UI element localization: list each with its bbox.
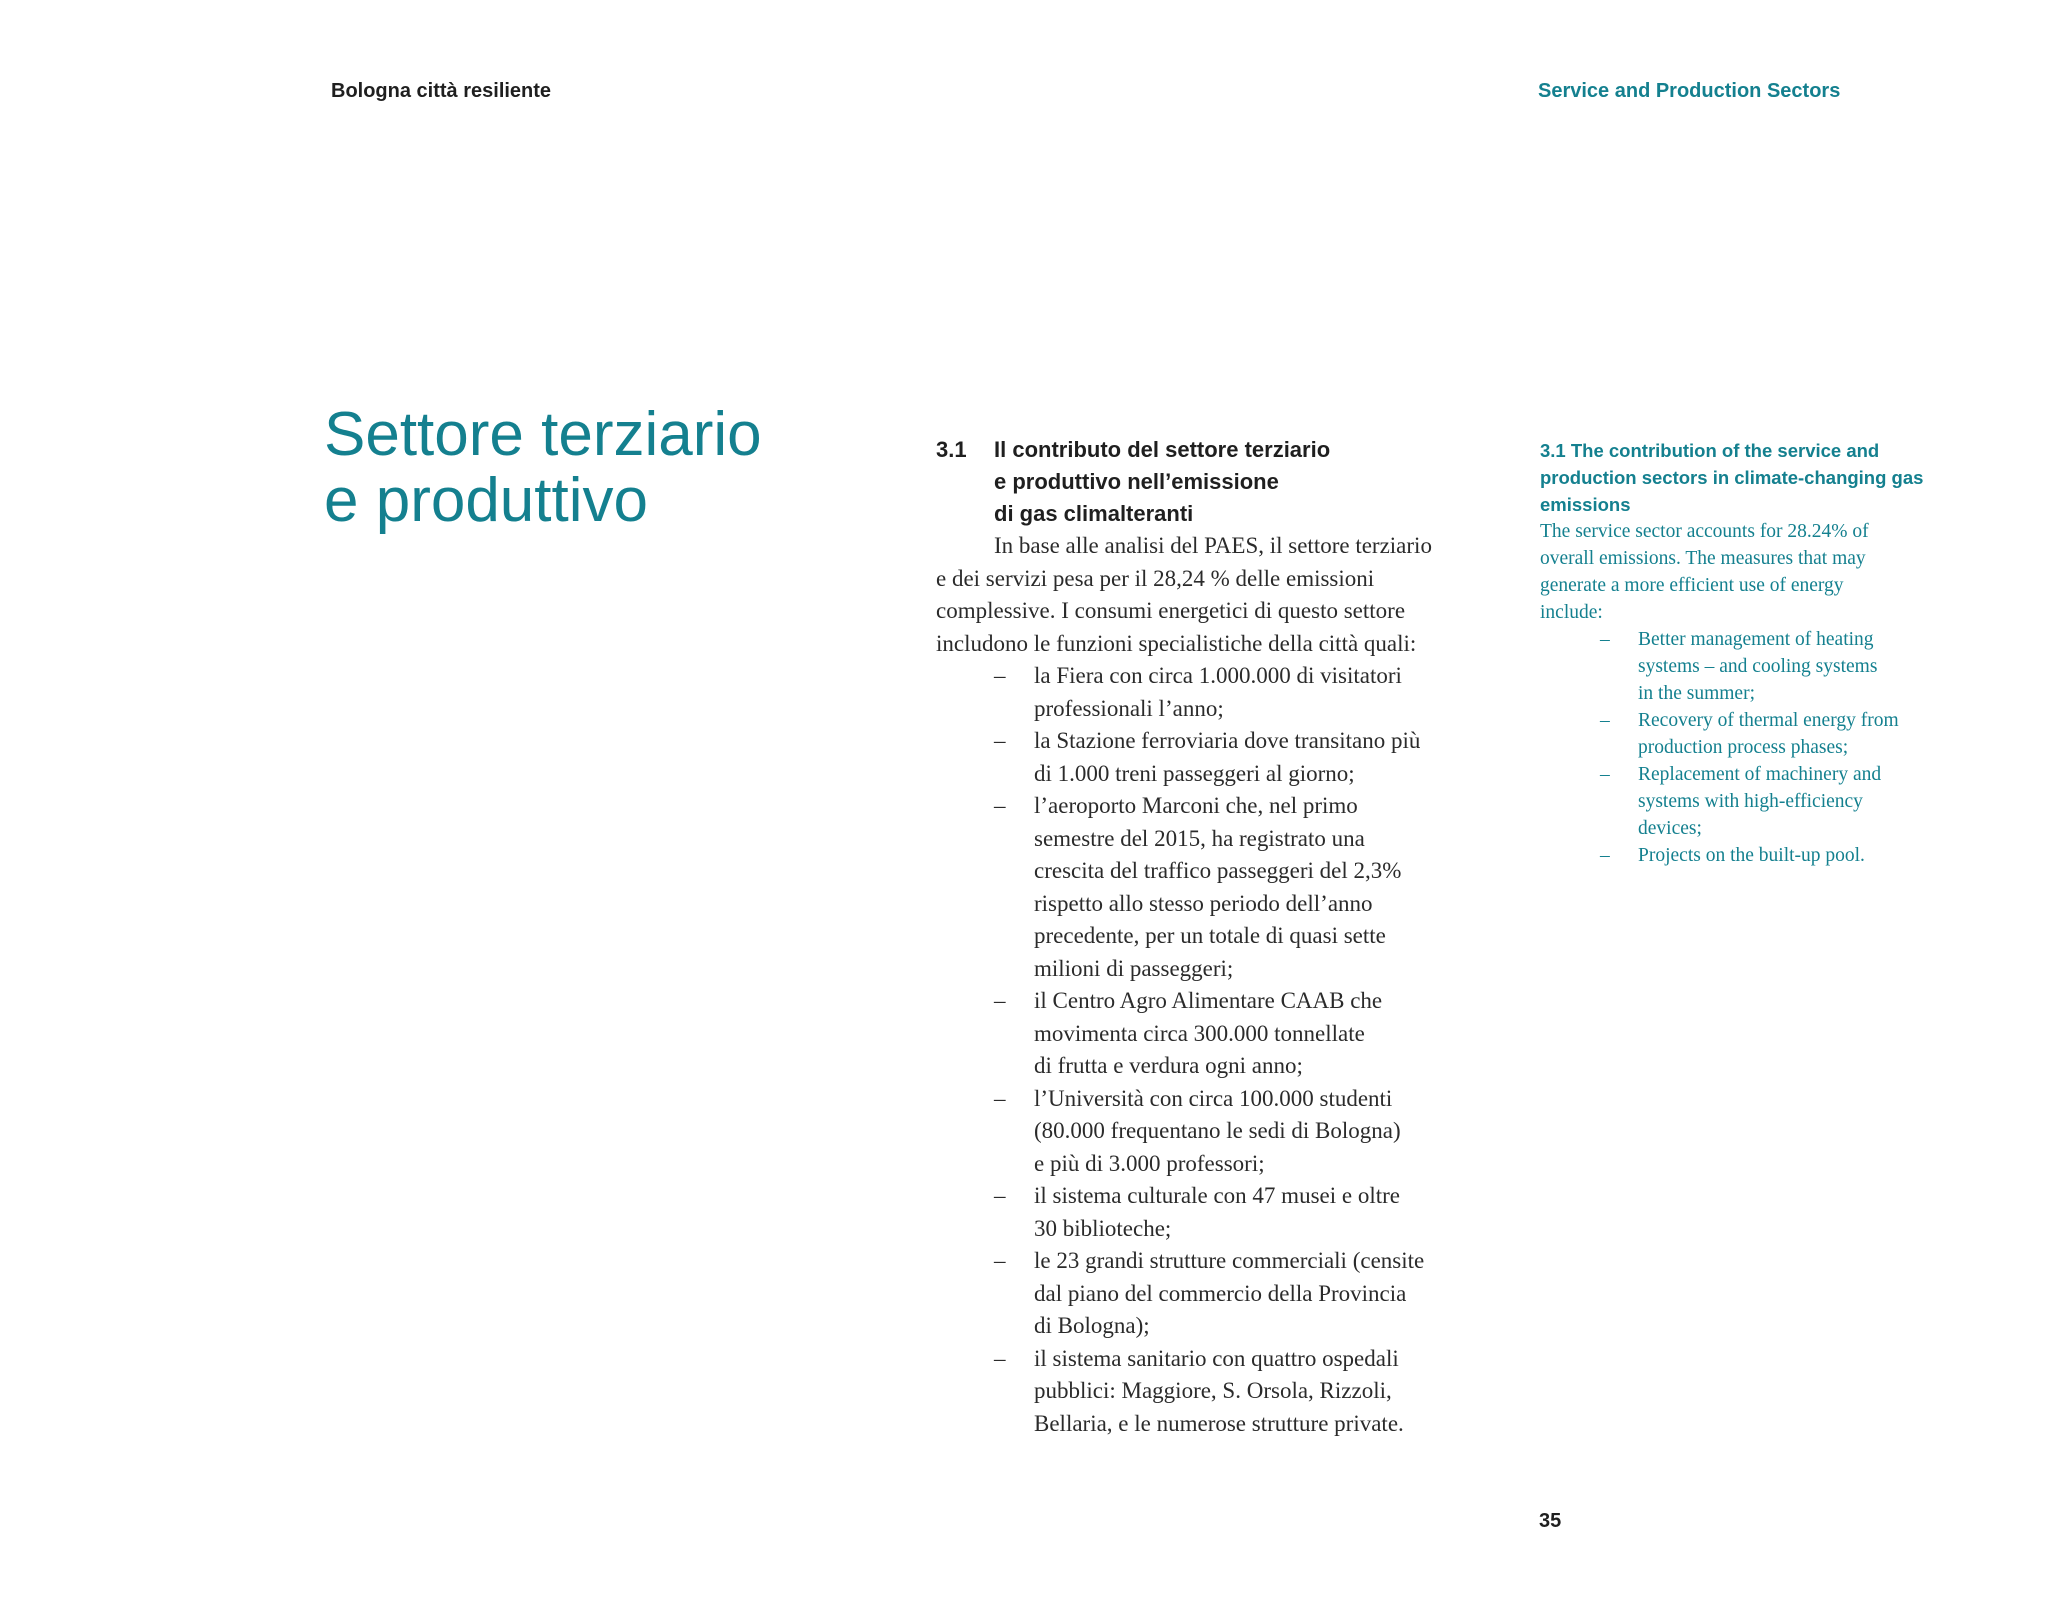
list-item <box>936 660 1506 725</box>
list-item <box>936 1180 1506 1245</box>
list-item-line: semestre del 2015, ha registrato una <box>1034 825 1365 851</box>
list-item <box>936 1343 1506 1441</box>
list-dash: – <box>994 1085 1006 1111</box>
translation-intro-line: generate a more efficient use of energy <box>1540 575 1844 596</box>
list-item <box>1540 707 1960 761</box>
page-number: 35 <box>1539 1510 1562 1532</box>
chapter-title-line: e produttivo <box>324 466 648 535</box>
translation-heading-line: production sectors in climate-changing gas <box>1540 467 1924 488</box>
list-item-line: systems – and cooling systems <box>1638 656 1878 677</box>
list-item <box>1540 626 1960 707</box>
list-item-line: rispetto allo stesso periodo dell’anno <box>1034 890 1373 916</box>
list-dash: – <box>1600 764 1610 785</box>
list-item <box>936 1083 1506 1181</box>
list-item-line: precedente, per un totale di quasi sette <box>1034 923 1386 948</box>
intro-paragraph <box>936 530 1506 660</box>
list-item-line: la Fiera con circa 1.000.000 di visitatori <box>1034 663 1402 688</box>
list-item <box>936 985 1506 1083</box>
list-dash: – <box>994 663 1006 688</box>
list-item-line: milioni di passeggeri; <box>1034 955 1234 981</box>
list-item <box>936 790 1506 985</box>
list-item-line: le 23 grandi strutture commerciali (censite <box>1034 1248 1425 1273</box>
main-column <box>936 434 1506 1440</box>
list-item-line: (80.000 frequentano le sedi di Bologna) <box>1034 1118 1401 1143</box>
translation-column <box>1540 437 1960 869</box>
section-title <box>994 434 1506 530</box>
section-title-line: Il contributo del settore terziario <box>994 437 1331 462</box>
list-item-line: l’Università con circa 100.000 studenti <box>1034 1085 1393 1111</box>
list-item-line: professionali l’anno; <box>1034 695 1224 721</box>
chapter-title <box>324 402 762 534</box>
list-item-line: Better management of heating <box>1638 629 1874 650</box>
list-dash: – <box>1600 710 1610 731</box>
section-heading <box>936 434 1506 530</box>
list-item-line: pubblici: Maggiore, S. Orsola, Rizzoli, <box>1034 1378 1392 1403</box>
list-item-line: 30 biblioteche; <box>1034 1215 1172 1241</box>
section-title-line: e produttivo nell’emissione <box>994 469 1279 494</box>
measures-list <box>1540 626 1960 869</box>
running-header-left: Bologna città resiliente <box>331 80 552 102</box>
section-title-line: di gas climalteranti <box>994 501 1194 526</box>
list-dash: – <box>994 793 1006 818</box>
translation-intro-line: include: <box>1540 602 1603 623</box>
section-number: 3.1 <box>936 437 967 462</box>
list-dash: – <box>994 1183 1006 1208</box>
translation-heading-line: 3.1 The contribution of the service and <box>1540 440 1880 461</box>
list-item-line: di 1.000 treni passeggeri al giorno; <box>1034 760 1355 786</box>
list-item-line: systems with high-efficiency <box>1638 791 1863 812</box>
list-item-line: il sistema sanitario con quattro ospedali <box>1034 1345 1399 1371</box>
list-item <box>1540 842 1960 869</box>
facilities-list <box>936 660 1506 1440</box>
list-item <box>936 1245 1506 1343</box>
list-dash: – <box>994 1345 1006 1371</box>
list-dash: – <box>994 728 1006 753</box>
list-item-line: l’aeroporto Marconi che, nel primo <box>1034 793 1358 818</box>
running-header-right: Service and Production Sectors <box>1538 80 1841 102</box>
list-dash: – <box>1600 845 1610 866</box>
list-item-line: in the summer; <box>1638 683 1755 704</box>
translation-intro <box>1540 518 1960 626</box>
list-item-line: dal piano del commercio della Provincia <box>1034 1280 1407 1306</box>
translation-heading-line: emissions <box>1540 494 1631 515</box>
list-dash: – <box>994 1248 1006 1273</box>
list-item-line: Bellaria, e le numerose strutture private. <box>1034 1410 1404 1436</box>
list-dash: – <box>994 988 1006 1013</box>
list-item-line: Replacement of machinery and <box>1638 764 1882 785</box>
translation-intro-line: overall emissions. The measures that may <box>1540 548 1866 569</box>
intro-line: e dei servizi pesa per il 28,24 % delle emissioni <box>936 565 1375 591</box>
intro-line: In base alle analisi del PAES, il settore terziario <box>994 533 1432 558</box>
list-item-line: il sistema culturale con 47 musei e oltre <box>1034 1183 1400 1208</box>
intro-line: includono le funzioni specialistiche della città quali: <box>936 630 1417 656</box>
list-item-line: la Stazione ferroviaria dove transitano più <box>1034 728 1421 753</box>
translation-intro-line: The service sector accounts for 28.24% of <box>1540 521 1869 542</box>
list-item-line: Projects on the built-up pool. <box>1638 845 1865 866</box>
list-item <box>1540 761 1960 842</box>
list-item-line: Recovery of thermal energy from <box>1638 710 1899 731</box>
list-item-line: movimenta circa 300.000 tonnellate <box>1034 1020 1365 1046</box>
list-item-line: e più di 3.000 professori; <box>1034 1150 1265 1176</box>
list-dash: – <box>1600 629 1610 650</box>
chapter-title-line: Settore terziario <box>324 400 762 469</box>
list-item-line: crescita del traffico passeggeri del 2,3% <box>1034 858 1402 883</box>
list-item-line: production process phases; <box>1638 737 1849 758</box>
list-item-line: devices; <box>1638 818 1702 839</box>
translation-heading <box>1540 437 1960 518</box>
list-item-line: di frutta e verdura ogni anno; <box>1034 1053 1303 1078</box>
list-item-line: di Bologna); <box>1034 1313 1150 1338</box>
intro-line: complessive. I consumi energetici di questo settore <box>936 598 1406 623</box>
list-item-line: il Centro Agro Alimentare CAAB che <box>1034 988 1383 1013</box>
list-item <box>936 725 1506 790</box>
